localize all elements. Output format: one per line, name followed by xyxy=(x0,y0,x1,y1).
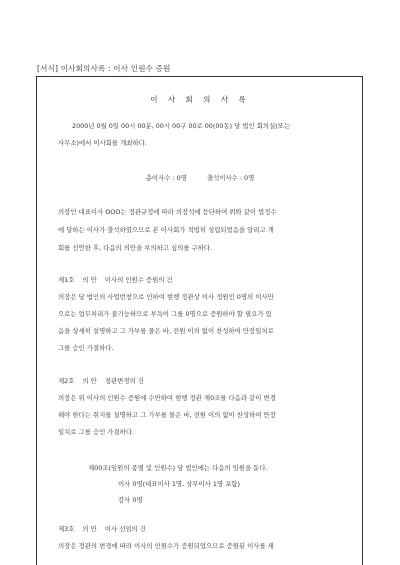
agenda-3-line-1: 의장은 정관의 변경에 따라 이사의 인원수가 증원되었으므로 증원된 이사를 새 xyxy=(58,542,274,550)
article-auditor: 감사 0명 xyxy=(118,496,143,504)
agenda-1-line-3: 음을 상세히 설명하고 그 가부를 물은 바, 전원 이의 없이 찬성하여 만장일치로 xyxy=(58,327,274,335)
article-directors: 이사 0명(대표이사 1명, 상무이사 1명 포함) xyxy=(118,480,240,488)
agenda-1-kind: 의 안 xyxy=(82,276,97,284)
document-title: 이 사 회 의 사 록 xyxy=(150,95,250,104)
agenda-1-number: 제1호 xyxy=(58,276,75,284)
attendance-line xyxy=(0,173,400,182)
intro-line-2: 사무소)에서 이사회를 개최하다. xyxy=(58,139,147,147)
agenda-2-line-3: 일치로 그를 승인 가결하다. xyxy=(58,428,135,436)
present-directors: 출석이사수 : 0명 xyxy=(206,174,255,182)
opening-line-1: 의장인 대표이사 OOO는 정관규정에 따라 의장석에 등단하여 위와 같이 법정수 xyxy=(58,208,277,216)
agenda-3-title: 이사 선임의 건 xyxy=(104,525,146,533)
agenda-2-number: 제2호 xyxy=(58,377,75,385)
agenda-3-heading xyxy=(58,521,348,539)
agenda-1-line-1: 의장은 당 법인의 사업번창으로 인하여 현행 정관상 이사 정원인 0명의 이사만 xyxy=(58,293,274,301)
agenda-1-title: 이사의 인원수 증원의 건 xyxy=(104,276,173,284)
agenda-2-heading xyxy=(58,373,348,391)
intro-line-1: 2000년 0월 0일 00시 00분, 00시 00구 00로 00(00동) 당 법인 회의실(또는 xyxy=(72,122,291,130)
agenda-1-line-4: 그를 승인 가결하다. xyxy=(58,344,114,352)
agenda-2-line-1: 의장은 위 이사의 인원수 증원에 수반하여 현행 정관 제0조를 다음과 같이 변경 xyxy=(58,394,276,402)
agenda-2-title: 정관변경의 건 xyxy=(104,377,144,385)
form-header: [서식] 이사회의사록 : 이사 인원수 증원 xyxy=(37,64,171,73)
opening-line-2: 에 달하는 이사가 출석하였으므로 본 이사회가 적법히 성립되었음을 알리고 개 xyxy=(58,226,274,234)
opening-line-3: 회를 선언한 후, 다음의 의안을 부의하고 심의를 구하다. xyxy=(58,244,213,252)
article-clause: 제00조(임원의 종별 및 인원수) 당 법인에는 다음의 임원을 둔다. xyxy=(88,464,268,472)
total-directors: 총이사수 : 0명 xyxy=(145,174,187,182)
agenda-1-line-2: 으로는 업무처리가 불가능하므로 부득이 그를 0명으로 증원하야 할 필요가 있 xyxy=(58,310,272,318)
agenda-1-heading xyxy=(58,272,348,290)
agenda-2-kind: 의 안 xyxy=(82,377,97,385)
agenda-3-number: 제3호 xyxy=(58,525,75,533)
agenda-2-line-2: 해야 한다는 취지를 설명하고 그 가부를 물은 바, 전원 이의 없이 찬성하여 만장 xyxy=(58,411,276,419)
agenda-3-kind: 의 안 xyxy=(82,525,97,533)
